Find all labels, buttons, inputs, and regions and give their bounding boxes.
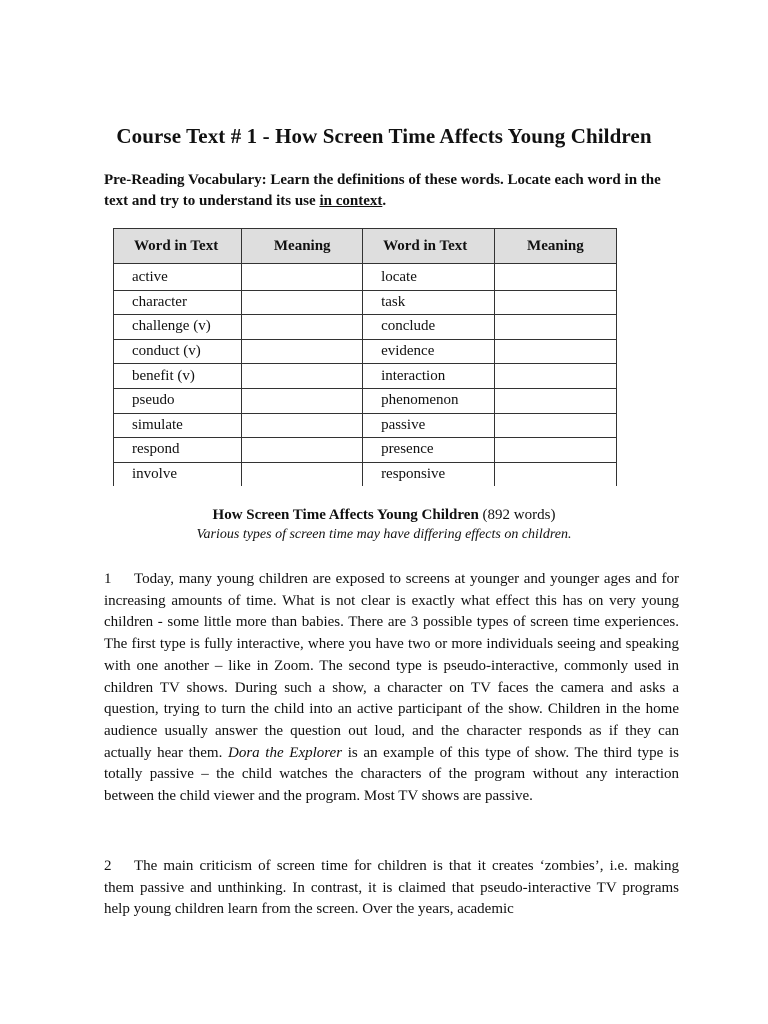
meaning-cell-right[interactable]: [494, 315, 616, 340]
paragraph-number: 2: [104, 858, 112, 874]
paragraph-number: 1: [104, 571, 112, 587]
word-count: (892 words): [482, 507, 556, 523]
meaning-cell-left[interactable]: [242, 264, 363, 291]
table-row: [114, 388, 617, 413]
vocab-word-left: conduct (v): [114, 339, 242, 364]
vocab-word-left: active: [114, 264, 242, 291]
vocab-word-right: passive: [363, 413, 495, 438]
meaning-cell-left[interactable]: [242, 339, 363, 364]
table-row: [114, 264, 617, 291]
meaning-cell-left[interactable]: [242, 364, 363, 389]
meaning-cell-right[interactable]: [494, 462, 616, 486]
show-title-italic: Dora the Explorer: [227, 744, 343, 761]
vocab-word-left: character: [114, 290, 242, 315]
in-context-underlined: in context: [319, 193, 383, 209]
table-row: [114, 364, 617, 389]
vocab-word-left: pseudo: [114, 388, 242, 413]
meaning-cell-left[interactable]: [242, 462, 363, 486]
vocab-word-right: conclude: [363, 315, 495, 340]
header-word-in-text-2: Word in Text: [363, 229, 495, 264]
meaning-cell-right[interactable]: [494, 438, 616, 463]
meaning-cell-left[interactable]: [242, 438, 363, 463]
vocab-word-right: presence: [363, 438, 495, 463]
article-caption: Various types of screen time may have differing effects on children.: [196, 527, 572, 542]
vocabulary-table-header: [114, 229, 617, 264]
paragraph-text: The main criticism of screen time for children is that it creates ‘zombies’, i.e. making them passive and unthinking. In contrast, it is claimed that pseudo-interactive TV programs help young children learn from the screen. Over the years, academic: [104, 858, 679, 918]
vocabulary-table: [113, 228, 617, 486]
meaning-cell-right[interactable]: [494, 339, 616, 364]
vocab-word-left: challenge (v): [114, 315, 242, 340]
table-row: [114, 413, 617, 438]
table-row: [114, 315, 617, 340]
table-row: [114, 462, 617, 486]
vocab-word-right: evidence: [363, 339, 495, 364]
paragraph-text: Today, many young children are exposed to screens at younger and younger ages and for increasing amounts of time. What is not clear is exactly what effect this has on very young children - some little more than babies. There are 3 possible types of screen time experiences. The first type is fully interactive, where you have two or more individuals seeing and speaking with one another – like in Zoom. The second type is pseudo-interactive, commonly used in children TV shows. During such a show, a character on TV faces the camera and asks a question, trying to turn the child into an active participant of the show. Children in the home audience usually answer the question out loud, and the character responds as if they can actually hear them.: [104, 571, 679, 761]
instructions-text: Pre-Reading Vocabulary: Learn the definitions of these words. Locate each word in the text and try to understand its use: [104, 172, 661, 209]
article-title: How Screen Time Affects Young Children: [212, 507, 479, 523]
meaning-cell-left[interactable]: [242, 413, 363, 438]
paragraph-1: [104, 569, 679, 808]
page-title: Course Text # 1 - How Screen Time Affects Young Children: [116, 124, 652, 148]
vocab-word-left: benefit (v): [114, 364, 242, 389]
vocab-word-right: interaction: [363, 364, 495, 389]
meaning-cell-left[interactable]: [242, 388, 363, 413]
article-heading: [0, 506, 768, 525]
meaning-cell-right[interactable]: [494, 413, 616, 438]
vocab-word-left: involve: [114, 462, 242, 486]
vocab-word-right: locate: [363, 264, 495, 291]
vocab-word-left: respond: [114, 438, 242, 463]
table-row: [114, 339, 617, 364]
header-word-in-text-1: Word in Text: [114, 229, 242, 264]
vocab-word-left: simulate: [114, 413, 242, 438]
header-meaning-1: Meaning: [242, 229, 363, 264]
table-row: [114, 290, 617, 315]
instructions-period: .: [382, 193, 387, 209]
vocabulary-instructions: [104, 170, 688, 212]
meaning-cell-right[interactable]: [494, 264, 616, 291]
header-meaning-2: Meaning: [494, 229, 616, 264]
vocab-word-right: responsive: [363, 462, 495, 486]
table-row: [114, 438, 617, 463]
meaning-cell-right[interactable]: [494, 364, 616, 389]
meaning-cell-right[interactable]: [494, 290, 616, 315]
paragraph-2: [104, 856, 679, 921]
meaning-cell-left[interactable]: [242, 315, 363, 340]
meaning-cell-right[interactable]: [494, 388, 616, 413]
vocab-word-right: task: [363, 290, 495, 315]
vocab-word-right: phenomenon: [363, 388, 495, 413]
meaning-cell-left[interactable]: [242, 290, 363, 315]
paragraph-text-continued: is an example of this type of show. The third type is totally passive – the child watches the characters of the program without any interaction between the child viewer and the program. Most TV shows are passive.: [104, 744, 679, 805]
